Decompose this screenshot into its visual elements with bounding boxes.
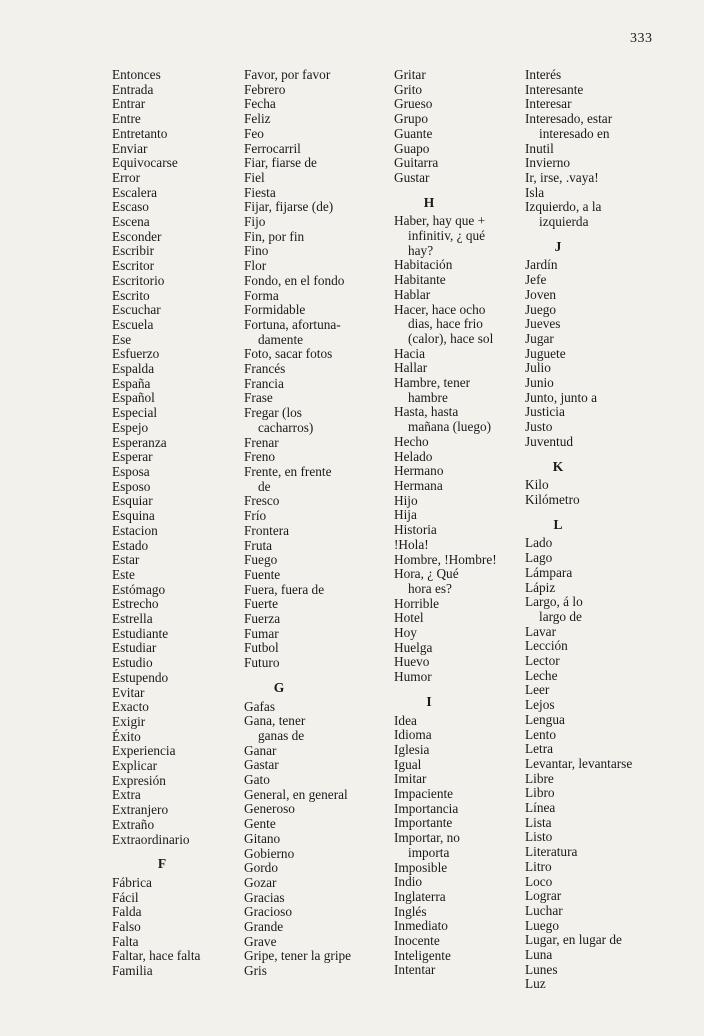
glossary-entry: Kilo bbox=[525, 477, 549, 493]
letter-heading: H bbox=[423, 194, 435, 210]
glossary-entry: Gana, tener bbox=[244, 713, 306, 729]
glossary-entry: Importante bbox=[394, 815, 453, 831]
glossary-entry: Fortuna, afortuna- bbox=[244, 316, 341, 332]
glossary-entry: Fijo bbox=[244, 214, 266, 230]
glossary-entry: Litro bbox=[525, 858, 552, 874]
glossary-entry-continuation: mañana (luego) bbox=[408, 419, 492, 435]
glossary-entry: Escribir bbox=[112, 243, 155, 259]
glossary-entry: Esquiar bbox=[112, 493, 153, 509]
glossary-entry: Guapo bbox=[394, 140, 430, 156]
glossary-entry: Inglés bbox=[394, 903, 427, 919]
letter-heading: I bbox=[426, 693, 432, 709]
glossary-entry: Junto, junto a bbox=[525, 389, 598, 405]
glossary-entry: Justo bbox=[525, 419, 553, 435]
glossary-entry: Lengua bbox=[525, 711, 565, 727]
glossary-entry: Fresco bbox=[244, 493, 280, 509]
glossary-entry: Inteligente bbox=[394, 947, 451, 963]
glossary-entry: Estrecho bbox=[112, 596, 159, 612]
glossary-entry: Izquierdo, a la bbox=[525, 199, 602, 215]
glossary-entry: Frontera bbox=[244, 522, 290, 538]
column-4 bbox=[525, 68, 675, 992]
glossary-entry: Luchar bbox=[525, 902, 563, 918]
letter-heading: G bbox=[273, 679, 285, 695]
letter-heading: L bbox=[553, 516, 563, 532]
glossary-entry: Frenar bbox=[244, 434, 279, 450]
glossary-entry: Gris bbox=[244, 963, 267, 979]
glossary-entry: Gustar bbox=[394, 169, 430, 185]
glossary-entry: Frase bbox=[244, 390, 273, 406]
glossary-entry: Justicia bbox=[525, 404, 565, 420]
glossary-entry: Fecha bbox=[244, 96, 276, 112]
glossary-entry-continuation: importa bbox=[408, 844, 450, 860]
glossary-entry: Kilómetro bbox=[525, 491, 580, 507]
glossary-entry: Gozar bbox=[244, 874, 277, 890]
glossary-entry: Hacia bbox=[394, 345, 426, 361]
glossary-entry: Francés bbox=[244, 361, 286, 377]
glossary-entry: Equivocarse bbox=[112, 155, 178, 171]
glossary-entry: Lograr bbox=[525, 888, 562, 904]
glossary-entry: Faltar, hace falta bbox=[112, 948, 201, 964]
glossary-entry: Luego bbox=[525, 917, 559, 933]
glossary-entry: Iglesia bbox=[394, 741, 430, 757]
glossary-entry: Interesante bbox=[525, 81, 584, 97]
glossary-entry: Escuela bbox=[112, 316, 154, 332]
glossary-entry: Formidable bbox=[244, 302, 306, 318]
glossary-entry: Estar bbox=[112, 552, 140, 568]
glossary-entry: Leche bbox=[525, 667, 558, 683]
glossary-entry: Fiar, fiarse de bbox=[244, 155, 317, 171]
glossary-entry: Impaciente bbox=[394, 786, 454, 802]
glossary-entry: Idea bbox=[394, 712, 417, 728]
glossary-entry: Fregar (los bbox=[244, 405, 302, 421]
glossary-entry: Lago bbox=[525, 550, 553, 566]
glossary-entry: Estado bbox=[112, 537, 149, 553]
glossary-entry: Lento bbox=[525, 726, 557, 742]
glossary-entry: Hoy bbox=[394, 625, 417, 641]
letter-heading: K bbox=[552, 458, 564, 474]
glossary-entry-continuation: infinitiv, ¿ qué bbox=[408, 228, 486, 244]
glossary-entry: Extranjero bbox=[112, 802, 169, 818]
glossary-entry: Falda bbox=[112, 904, 142, 920]
glossary-entry: Especial bbox=[112, 405, 158, 421]
glossary-entry: Gordo bbox=[244, 860, 278, 876]
letter-heading: J bbox=[554, 238, 562, 254]
glossary-entry: Gente bbox=[244, 816, 276, 832]
glossary-entry: Fuerte bbox=[244, 596, 278, 612]
glossary-entry: Lado bbox=[525, 535, 553, 551]
glossary-entry: Hija bbox=[394, 507, 417, 523]
glossary-entry: Foto, sacar fotos bbox=[244, 346, 333, 362]
glossary-entry: Esconder bbox=[112, 228, 162, 244]
glossary-entry: Hecho bbox=[394, 433, 429, 449]
glossary-entry: Isla bbox=[525, 184, 545, 200]
glossary-entry: Hermano bbox=[394, 463, 444, 479]
glossary-entry: Lavar bbox=[525, 623, 557, 639]
glossary-entry: Entretanto bbox=[112, 125, 168, 141]
glossary-entry: Guitarra bbox=[394, 155, 439, 171]
glossary-entry: Lámpara bbox=[525, 564, 573, 580]
glossary-entry: Imposible bbox=[394, 859, 448, 875]
glossary-entry: Espalda bbox=[112, 361, 155, 377]
glossary-entry: Importar, no bbox=[394, 830, 460, 846]
glossary-entry: Lector bbox=[525, 653, 560, 669]
glossary-entry: Fondo, en el fondo bbox=[244, 272, 345, 288]
glossary-entry: Error bbox=[112, 169, 141, 185]
glossary-entry: Grito bbox=[394, 81, 423, 97]
glossary-entry: Febrero bbox=[244, 81, 286, 97]
glossary-entry: Escrito bbox=[112, 287, 150, 303]
glossary-entry: Inmediato bbox=[394, 918, 448, 934]
glossary-entry: Leer bbox=[525, 682, 550, 698]
glossary-entry: Entrar bbox=[112, 96, 146, 112]
glossary-entry: Hora, ¿ Qué bbox=[394, 566, 459, 582]
glossary-entry: Evitar bbox=[112, 684, 145, 700]
glossary-entry: Libre bbox=[525, 770, 554, 786]
glossary-entry: Inutil bbox=[525, 140, 554, 156]
glossary-entry: Fuera, fuera de bbox=[244, 581, 325, 597]
glossary-entry: Forma bbox=[244, 287, 279, 303]
glossary-entry: Hacer, hace ocho bbox=[394, 301, 486, 317]
glossary-entry: Interés bbox=[525, 67, 562, 82]
glossary-entry: Haber, hay que + bbox=[394, 213, 486, 229]
glossary-entry: Letra bbox=[525, 741, 554, 757]
glossary-entry: Hijo bbox=[394, 492, 418, 508]
glossary-entry: Habitación bbox=[394, 257, 453, 273]
glossary-entry: Lugar, en lugar de bbox=[525, 932, 622, 948]
glossary-entry: Falta bbox=[112, 933, 139, 949]
glossary-entry-continuation: damente bbox=[258, 331, 304, 347]
glossary-entry: Hermana bbox=[394, 477, 443, 493]
glossary-entry: Estómago bbox=[112, 581, 166, 597]
glossary-entry: Lección bbox=[525, 638, 568, 654]
glossary-entry-continuation: hora es? bbox=[408, 580, 452, 596]
glossary-entry: Francia bbox=[244, 375, 284, 391]
glossary-entry: Hotel bbox=[394, 610, 424, 626]
glossary-entry: Fuego bbox=[244, 552, 278, 568]
glossary-entry: Favor, por favor bbox=[244, 67, 331, 82]
glossary-entry: Futbol bbox=[244, 640, 279, 656]
glossary-entry: Escritor bbox=[112, 258, 155, 274]
glossary-entry: Lápiz bbox=[525, 579, 556, 595]
glossary-entry: Guante bbox=[394, 125, 433, 141]
glossary-entry: Estacion bbox=[112, 522, 158, 538]
glossary-entry: Ir, irse, .vaya! bbox=[525, 169, 599, 185]
glossary-entry: Historia bbox=[394, 522, 437, 538]
glossary-entry: Fino bbox=[244, 243, 269, 259]
glossary-entry: Huelga bbox=[394, 639, 433, 655]
glossary-entry: Esperar bbox=[112, 449, 153, 465]
glossary-entry: Hambre, tener bbox=[394, 375, 471, 391]
glossary-entry: Intentar bbox=[394, 962, 436, 978]
glossary-entry: Luna bbox=[525, 947, 553, 963]
glossary-entry: Gracias bbox=[244, 889, 285, 905]
glossary-entry: Invierno bbox=[525, 155, 571, 171]
glossary-entry: Falso bbox=[112, 919, 141, 935]
glossary-entry: Fruta bbox=[244, 537, 273, 553]
glossary-entry: Ferrocarril bbox=[244, 140, 301, 156]
column-2 bbox=[244, 68, 384, 979]
glossary-entry: Exacto bbox=[112, 699, 149, 715]
glossary-entry: Éxito bbox=[112, 728, 141, 744]
letter-heading: F bbox=[157, 856, 167, 872]
glossary-entry: Fijar, fijarse (de) bbox=[244, 199, 334, 215]
glossary-entry: Feo bbox=[244, 125, 264, 141]
glossary-entry: Horrible bbox=[394, 595, 440, 611]
glossary-entry: Grave bbox=[244, 933, 277, 949]
glossary-entry-continuation: de bbox=[258, 478, 271, 494]
glossary-entry: Juguete bbox=[525, 345, 566, 361]
glossary-entry: Lejos bbox=[525, 697, 555, 713]
glossary-entry: Hallar bbox=[394, 360, 428, 376]
page-number: 333 bbox=[630, 31, 653, 46]
glossary-entry: Esfuerzo bbox=[112, 346, 160, 362]
glossary-entry: Gastar bbox=[244, 757, 279, 773]
glossary-entry: Lunes bbox=[525, 961, 558, 977]
glossary-entry: Generoso bbox=[244, 801, 295, 817]
glossary-entry-continuation: ganas de bbox=[258, 727, 305, 743]
glossary-entry: Línea bbox=[525, 800, 556, 816]
glossary-entry-continuation: (calor), hace sol bbox=[408, 330, 494, 346]
glossary-entry: Hombre, !Hombre! bbox=[394, 551, 497, 567]
glossary-entry: Entre bbox=[112, 111, 141, 127]
glossary-entry: Jugar bbox=[525, 330, 554, 346]
glossary-entry: Listo bbox=[525, 829, 553, 845]
glossary-entry: Gobierno bbox=[244, 845, 295, 861]
glossary-entry: Inglaterra bbox=[394, 888, 446, 904]
glossary-entry: Español bbox=[112, 390, 155, 406]
glossary-entry-continuation: hambre bbox=[408, 389, 448, 405]
glossary-entry: Esquina bbox=[112, 508, 155, 524]
glossary-entry: Gracioso bbox=[244, 904, 292, 920]
glossary-entry: Frente, en frente bbox=[244, 463, 332, 479]
glossary-entry: Gato bbox=[244, 772, 270, 788]
glossary-entry: Habitante bbox=[394, 272, 446, 288]
glossary-entry: Joven bbox=[525, 286, 557, 302]
glossary-entry: España bbox=[112, 375, 151, 391]
glossary-entry: Imitar bbox=[394, 771, 427, 787]
glossary-entry: Fiesta bbox=[244, 184, 276, 200]
glossary-entry: Jueves bbox=[525, 316, 561, 332]
glossary-entry-continuation: izquierda bbox=[539, 214, 589, 230]
glossary-entry: Huevo bbox=[394, 654, 430, 670]
glossary-entry: Escritorio bbox=[112, 272, 165, 288]
glossary-entry-continuation: dias, hace frio bbox=[408, 316, 483, 332]
glossary-entry: Libro bbox=[525, 785, 555, 801]
glossary-entry: Futuro bbox=[244, 655, 280, 671]
glossary-entry: Juventud bbox=[525, 433, 574, 449]
glossary-entry: Idioma bbox=[394, 727, 432, 743]
glossary-entry: Escaso bbox=[112, 199, 149, 215]
glossary-entry: Este bbox=[112, 566, 135, 582]
column-3 bbox=[394, 68, 522, 978]
glossary-entry: Escena bbox=[112, 214, 150, 230]
glossary-entry: Extra bbox=[112, 787, 141, 803]
glossary-entry: Ganar bbox=[244, 742, 277, 758]
glossary-entry: Interesar bbox=[525, 96, 572, 112]
glossary-entry: Gafas bbox=[244, 698, 276, 714]
glossary-entry: Frío bbox=[244, 508, 267, 524]
glossary-entry: Exigir bbox=[112, 713, 146, 729]
glossary-entry: Estudio bbox=[112, 655, 153, 671]
glossary-entry: Grueso bbox=[394, 96, 433, 112]
glossary-entry: Fin, por fin bbox=[244, 228, 305, 244]
glossary-entry: Indio bbox=[394, 874, 423, 890]
glossary-entry-continuation: cacharros) bbox=[258, 419, 314, 435]
glossary-entry: Gripe, tener la gripe bbox=[244, 948, 352, 964]
glossary-entry: Expresión bbox=[112, 772, 166, 788]
glossary-entry: Espejo bbox=[112, 419, 149, 435]
glossary-entry: Levantar, levantarse bbox=[525, 755, 633, 771]
glossary-entry: Feliz bbox=[244, 111, 271, 127]
glossary-entry: Estudiante bbox=[112, 625, 169, 641]
glossary-entry: Largo, á lo bbox=[525, 594, 583, 610]
glossary-entry: Importancia bbox=[394, 800, 459, 816]
glossary-entry: Inocente bbox=[394, 933, 440, 949]
glossary-entry: Igual bbox=[394, 756, 422, 772]
glossary-entry: Julio bbox=[525, 360, 551, 376]
glossary-entry: Hablar bbox=[394, 286, 431, 302]
glossary-entry: Experiencia bbox=[112, 743, 176, 759]
glossary-entry: Esposo bbox=[112, 478, 151, 494]
glossary-entry: Familia bbox=[112, 963, 153, 979]
glossary-entry: Fumar bbox=[244, 625, 279, 641]
glossary-entry: Extraordinario bbox=[112, 831, 190, 847]
glossary-entry: Interesado, estar bbox=[525, 111, 613, 127]
glossary-entry: General, en general bbox=[244, 786, 348, 802]
glossary-entry: Esperanza bbox=[112, 434, 167, 450]
glossary-entry: Grande bbox=[244, 919, 284, 935]
glossary-entry: Gritar bbox=[394, 67, 426, 82]
glossary-entry-continuation: interesado en bbox=[539, 125, 610, 141]
glossary-entry: Junio bbox=[525, 375, 554, 391]
glossary-entry: Fácil bbox=[112, 889, 139, 905]
glossary-entry: Entonces bbox=[112, 67, 161, 82]
glossary-entry: Extraño bbox=[112, 816, 155, 832]
glossary-entry: Fuerza bbox=[244, 611, 281, 627]
glossary-entry: Helado bbox=[394, 448, 433, 464]
glossary-entry: Juego bbox=[525, 301, 557, 317]
glossary-entry: Humor bbox=[394, 669, 432, 685]
glossary-entry: Ese bbox=[112, 331, 132, 347]
glossary-entry: Entrada bbox=[112, 81, 154, 97]
glossary-entry: Luz bbox=[525, 976, 546, 992]
glossary-entry: Literatura bbox=[525, 844, 578, 860]
glossary-entry: Estrella bbox=[112, 611, 153, 627]
glossary-entry: !Hola! bbox=[394, 536, 429, 552]
glossary-entry: Gitano bbox=[244, 830, 281, 846]
glossary-entry-continuation: largo de bbox=[539, 608, 582, 624]
glossary-entry: Escuchar bbox=[112, 302, 161, 318]
glossary-entry: Freno bbox=[244, 449, 276, 465]
glossary-entry: Flor bbox=[244, 258, 267, 274]
glossary-entry: Hasta, hasta bbox=[394, 404, 459, 420]
glossary-entry: Fuente bbox=[244, 566, 281, 582]
glossary-entry: Lista bbox=[525, 814, 552, 830]
glossary-entry: Explicar bbox=[112, 758, 158, 774]
glossary-entry: Loco bbox=[525, 873, 553, 889]
column-1 bbox=[112, 68, 237, 979]
glossary-entry: Estupendo bbox=[112, 669, 169, 685]
glossary-entry: Enviar bbox=[112, 140, 148, 156]
glossary-entry: Fábrica bbox=[112, 874, 152, 890]
glossary-entry: Fiel bbox=[244, 169, 265, 185]
glossary-entry-continuation: hay? bbox=[408, 242, 434, 258]
glossary-entry: Escalera bbox=[112, 184, 158, 200]
glossary-entry: Jefe bbox=[525, 272, 547, 288]
glossary-entry: Esposa bbox=[112, 463, 150, 479]
glossary-entry: Grupo bbox=[394, 111, 428, 127]
glossary-entry: Jardín bbox=[525, 257, 558, 273]
glossary-entry: Estudiar bbox=[112, 640, 157, 656]
